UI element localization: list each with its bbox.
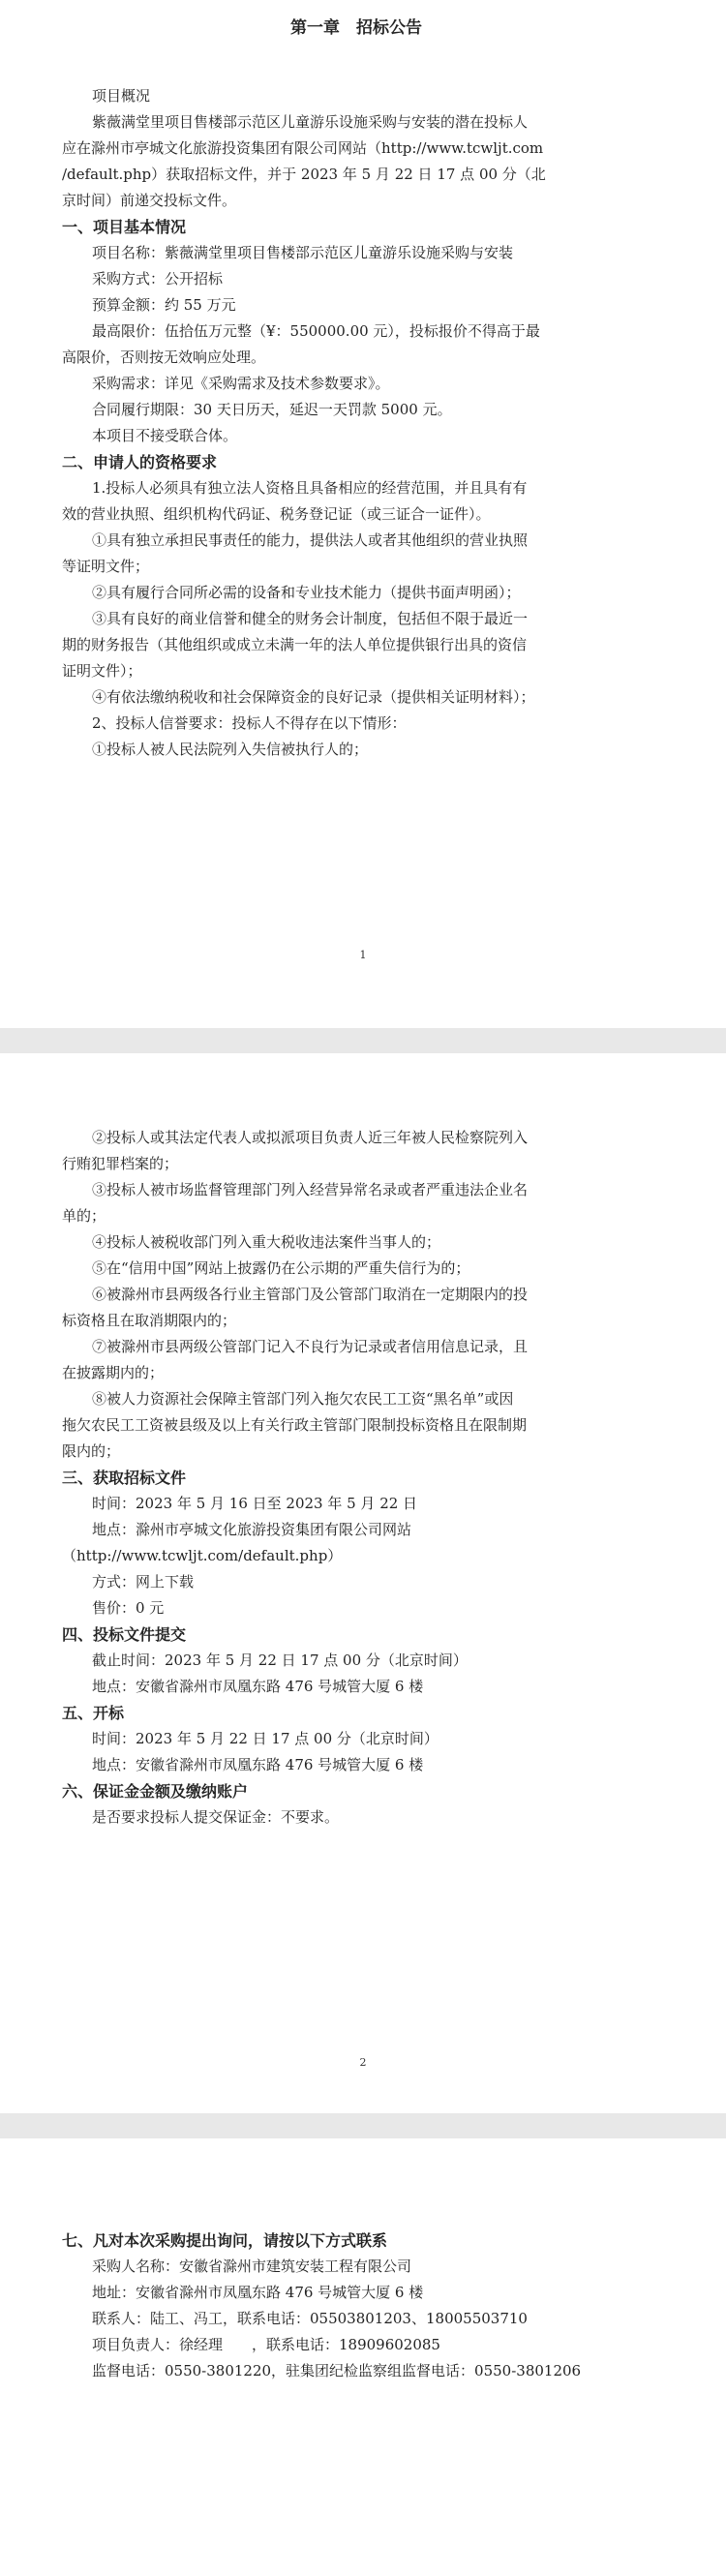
section-heading: 二、申请人的资格要求 <box>62 453 218 471</box>
text-line: 地点：安徽省滁州市凤凰东路 476 号城管大厦 6 楼 <box>92 1756 424 1773</box>
text-line: 效的营业执照、组织机构代码证、税务登记证（或三证合一证件）。 <box>62 505 491 523</box>
text-line: ⑥被滁州市县两级各行业主管部门及公管部门取消在一定期限内的投 <box>92 1286 529 1303</box>
text-line: （http://www.tcwljt.com/default.php） <box>62 1547 343 1564</box>
text-line: 方式：网上下载 <box>92 1573 195 1591</box>
text-line: ①投标人被人民法院列入失信被执行人的； <box>92 741 369 758</box>
document-page-3 <box>0 2138 726 2576</box>
text-line: ③投标人被市场监督管理部门列入经营异常名录或者严重违法企业名 <box>92 1181 529 1198</box>
text-line: 地址：安徽省滁州市凤凰东路 476 号城管大厦 6 楼 <box>92 2284 424 2301</box>
text-line: 紫薇满堂里项目售楼部示范区儿童游乐设施采购与安装的潜在投标人 <box>92 113 529 131</box>
text-line: 地点：安徽省滁州市凤凰东路 476 号城管大厦 6 楼 <box>92 1678 424 1695</box>
text-line: 截止时间：2023 年 5 月 22 日 17 点 00 分（北京时间） <box>92 1652 468 1669</box>
text-line: 地点：滁州市亭城文化旅游投资集团有限公司网站 <box>92 1521 412 1538</box>
text-line: 售价：0 元 <box>92 1599 165 1617</box>
text-line: 1.投标人必须具有独立法人资格且具备相应的经营范围，并且具有有 <box>92 479 528 497</box>
text-line: ④有依法缴纳税收和社会保障资金的良好记录（提供相关证明材料）； <box>92 688 535 706</box>
text-line: 监督电话：0550-3801220，驻集团纪检监察组监督电话：0550-3801206 <box>92 2362 582 2379</box>
text-line: 项目概况 <box>92 87 151 105</box>
text-line: 采购需求：详见《采购需求及技术参数要求》。 <box>92 375 390 392</box>
text-line: ②具有履行合同所必需的设备和专业技术能力（提供书面声明函）； <box>92 584 521 601</box>
text-line: 项目负责人：徐经理 ，联系电话：18909602085 <box>92 2336 440 2353</box>
section-heading: 六、保证金金额及缴纳账户 <box>62 1782 249 1801</box>
document-page-1 <box>0 0 726 1028</box>
text-line: 应在滁州市亭城文化旅游投资集团有限公司网站（http://www.tcwljt.com <box>62 139 544 157</box>
text-line: ④投标人被税收部门列入重大税收违法案件当事人的； <box>92 1233 441 1251</box>
page-number: 1 <box>359 949 367 961</box>
text-line: ⑤在“信用中国”网站上披露仍在公示期的严重失信行为的； <box>92 1259 470 1277</box>
section-heading: 四、投标文件提交 <box>62 1625 187 1644</box>
text-line: 单的； <box>62 1207 106 1225</box>
page-3-body <box>62 2227 650 2384</box>
text-line: ②投标人或其法定代表人或拟派项目负责人近三年被人民检察院列入 <box>92 1129 529 1146</box>
text-line: ①具有独立承担民事责任的能力，提供法人或者其他组织的营业执照 <box>92 531 529 549</box>
page-number: 2 <box>359 2056 367 2069</box>
text-line: 在披露期内的； <box>62 1364 165 1381</box>
text-line: /default.php）获取招标文件，并于 2023 年 5 月 22 日 17 点 00 分（北 <box>62 166 546 183</box>
text-line: 最高限价：伍拾伍万元整（¥：550000.00 元），投标报价不得高于最 <box>92 322 540 340</box>
text-line: ⑦被滁州市县两级公管部门记入不良行为记录或者信用信息记录，且 <box>92 1338 529 1355</box>
text-line: 等证明文件； <box>62 558 150 575</box>
text-line: 采购方式：公开招标 <box>92 270 224 288</box>
text-line: 联系人：陆工、冯工，联系电话：05503801203、18005503710 <box>92 2310 528 2327</box>
document-page-2 <box>0 1053 726 2113</box>
text-line: 预算金额：约 55 万元 <box>92 296 236 314</box>
text-line: 高限价，否则按无效响应处理。 <box>62 349 266 366</box>
text-line: 京时间）前递交投标文件。 <box>62 192 237 209</box>
section-heading: 五、开标 <box>62 1704 125 1722</box>
text-line: 限内的； <box>62 1442 121 1460</box>
text-line: 是否要求投标人提交保证金：不要求。 <box>92 1808 340 1826</box>
text-line: 标资格且在取消期限内的； <box>62 1312 237 1329</box>
text-line: 合同履行期限：30 天日历天，延迟一天罚款 5000 元。 <box>92 401 452 418</box>
text-line: 期的财务报告（其他组织或成立未满一年的法人单位提供银行出具的资信 <box>62 636 528 653</box>
text-line: 时间：2023 年 5 月 16 日至 2023 年 5 月 22 日 <box>92 1495 418 1512</box>
page-title: 第一章 招标公告 <box>290 18 422 38</box>
text-line: 时间：2023 年 5 月 22 日 17 点 00 分（北京时间） <box>92 1730 439 1747</box>
text-line: 证明文件）； <box>62 662 142 680</box>
text-line: 行贿犯罪档案的； <box>62 1155 179 1172</box>
text-line: 2、投标人信誉要求：投标人不得存在以下情形： <box>92 714 407 732</box>
text-line: 项目名称：紫薇满堂里项目售楼部示范区儿童游乐设施采购与安装 <box>92 244 514 261</box>
page-2-body <box>62 1125 650 1831</box>
section-heading: 一、项目基本情况 <box>62 218 187 236</box>
page-1-body <box>62 83 650 763</box>
text-line: 拖欠农民工工资被县级及以上有关行政主管部门限制投标资格且在限制期 <box>62 1416 528 1434</box>
text-line: ③具有良好的商业信誉和健全的财务会计制度，包括但不限于最近一 <box>92 610 529 627</box>
text-line: 本项目不接受联合体。 <box>92 427 238 444</box>
section-heading: 七、凡对本次采购提出询问，请按以下方式联系 <box>62 2231 388 2250</box>
text-line: ⑧被人力资源社会保障主管部门列入拖欠农民工工资“黑名单”或因 <box>92 1390 514 1408</box>
section-heading: 三、获取招标文件 <box>62 1469 187 1487</box>
text-line: 采购人名称：安徽省滁州市建筑安装工程有限公司 <box>92 2258 412 2275</box>
